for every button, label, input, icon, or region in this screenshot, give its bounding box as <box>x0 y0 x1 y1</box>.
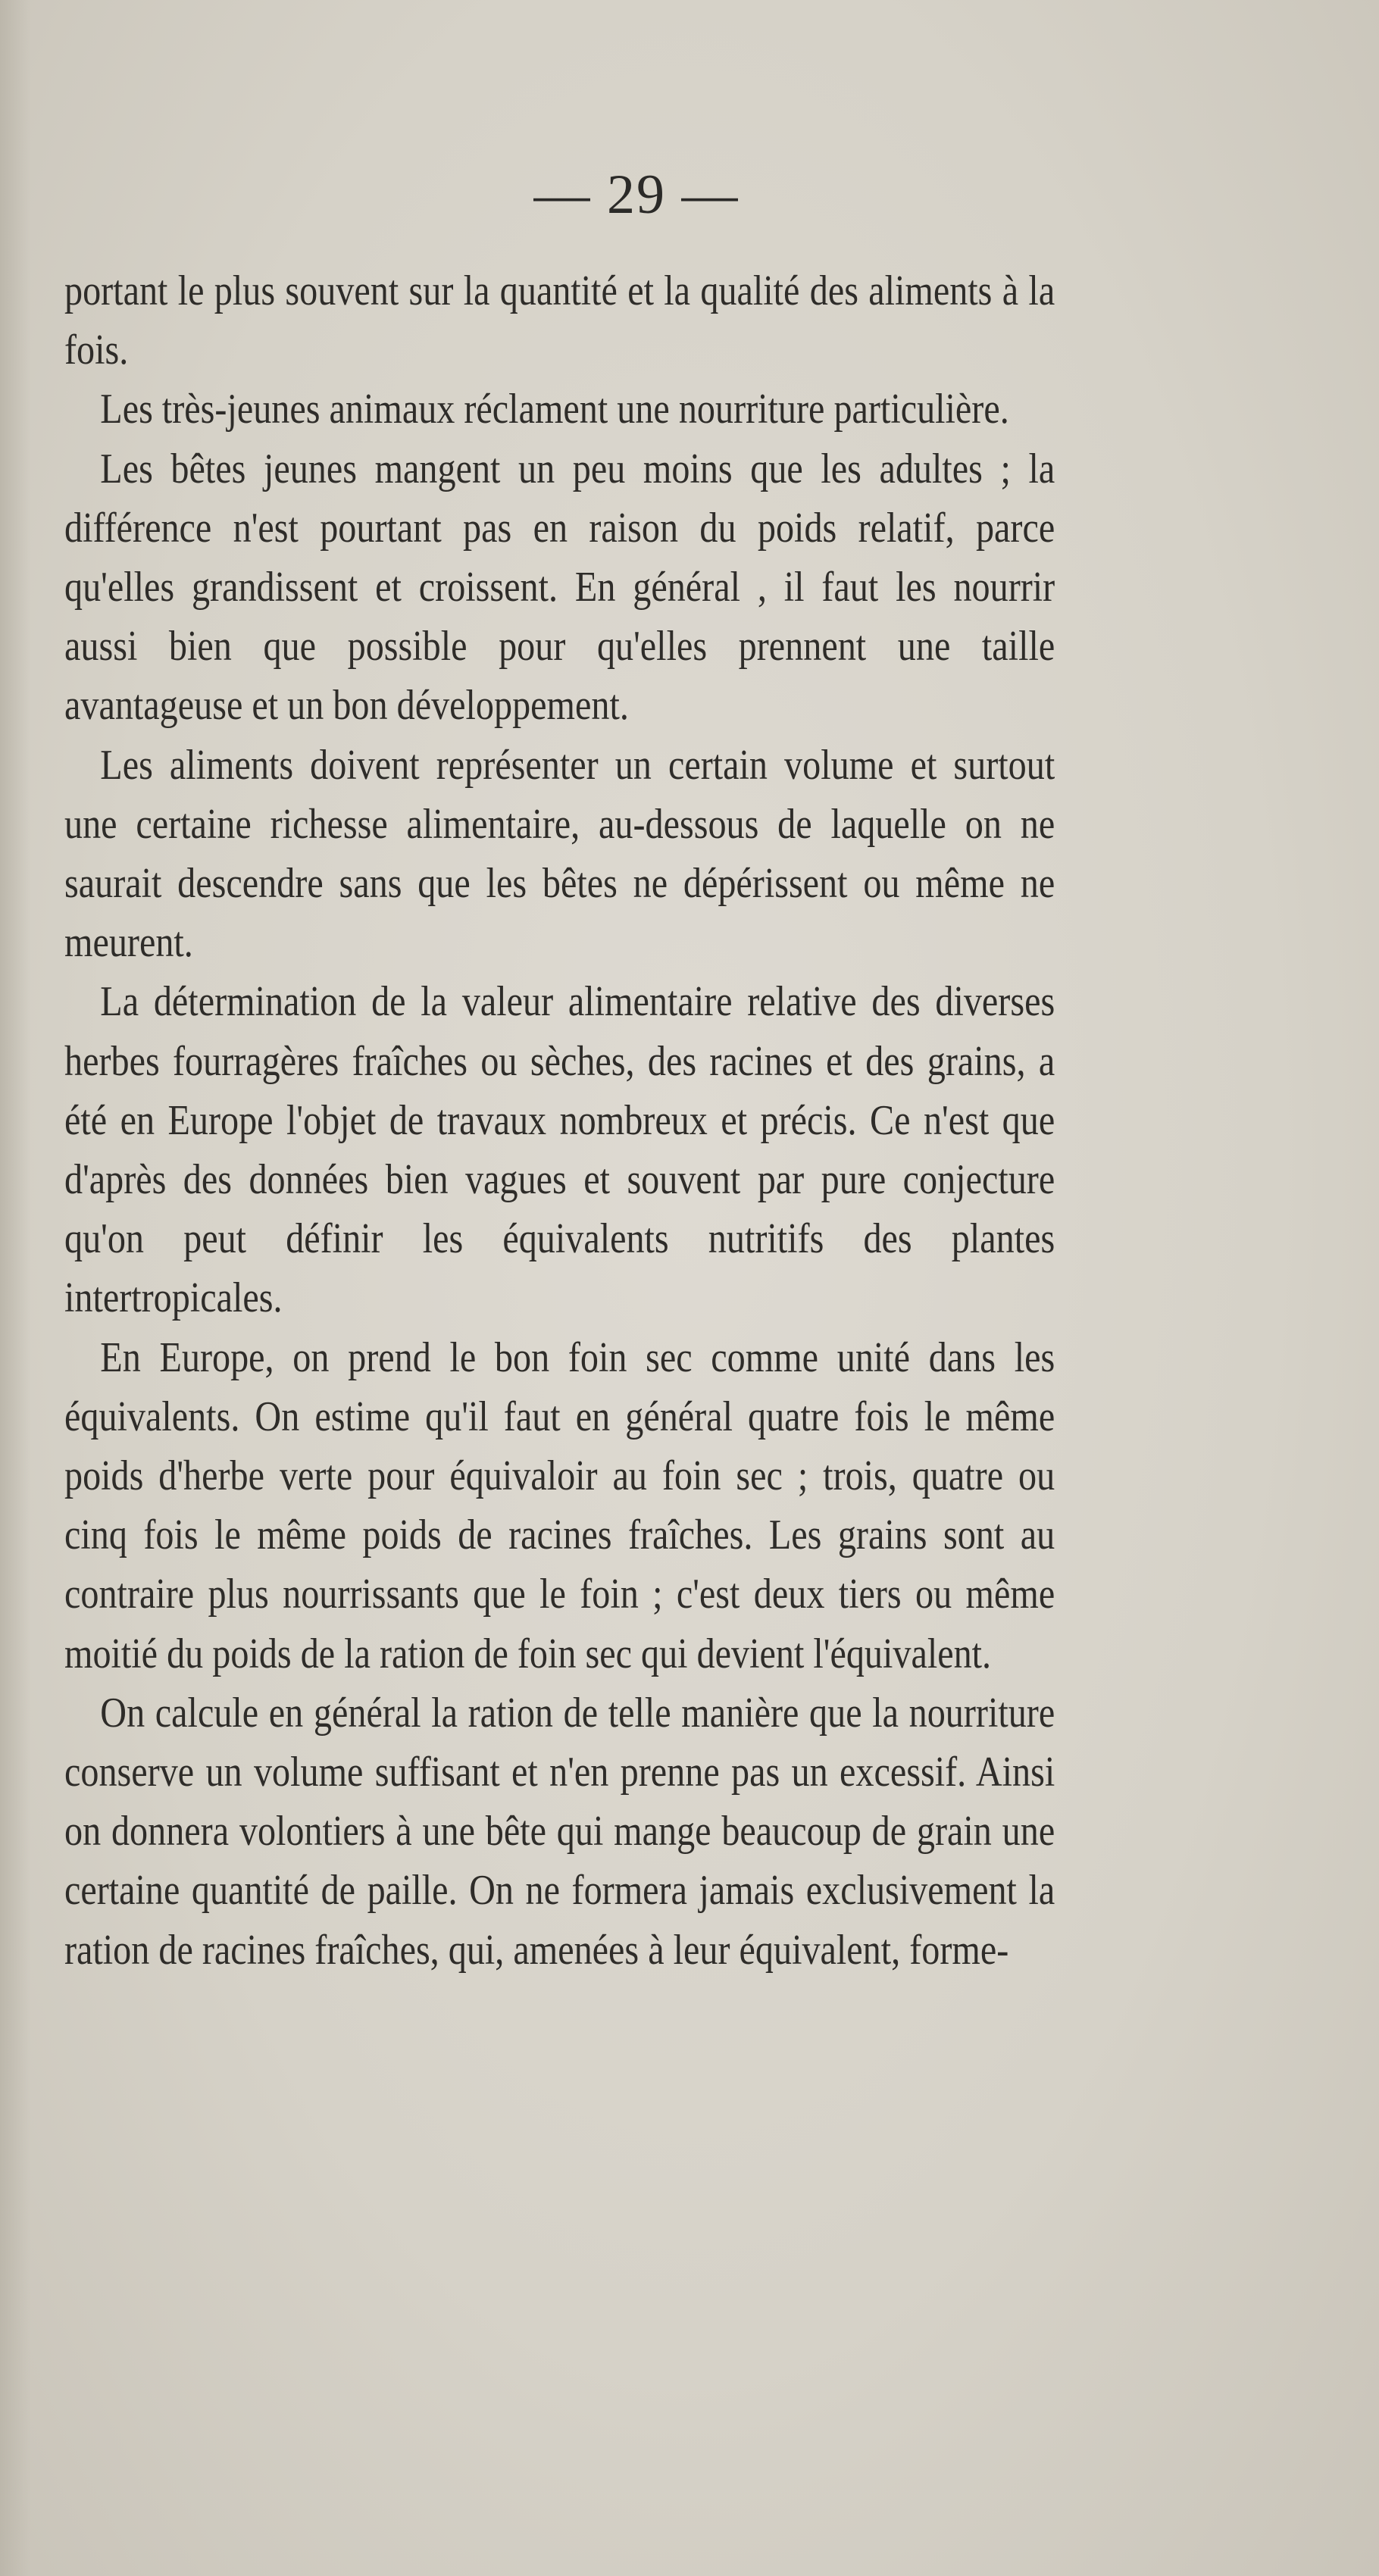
paragraph: Les bêtes jeunes mangent un peu moins que les adultes ; la différence n'est pourtant pas en raison du poids relatif, parce qu'elles grandissent et croissent. En général , il faut les nourrir aussi bien que possible pour qu'elles prennent une taille avantageuse et un bon développement. <box>64 445 1055 730</box>
body-text <box>64 261 1055 1980</box>
page-edge-shadow <box>0 0 30 2576</box>
paragraph: La détermination de la valeur alimentaire relative des diverses herbes fourragères fraîches ou sèches, des racines et des grains, a été en Europe l'objet de travaux nombreux et précis. Ce n'est que d'après des données bien vagues et souvent par pure conjecture qu'on peut définir les équivalents nutritifs des plantes intertropicales. <box>64 978 1055 1322</box>
paragraph: En Europe, on prend le bon foin sec comme unité dans les équivalents. On estime qu'il faut en général quatre fois le même poids d'herbe verte pour équivaloir au foin sec ; trois, quatre ou cinq fois le même poids de racines fraîches. Les grains sont au contraire plus nourrissants que le foin ; c'est deux tiers ou même moitié du poids de la ration de foin sec qui devient l'équivalent. <box>64 1333 1055 1677</box>
paragraph: Les très-jeunes animaux réclament une nourriture particulière. <box>100 386 1009 433</box>
paragraph: Les aliments doivent représenter un certain volume et surtout une certaine richesse alimentaire, au-dessous de laquelle on ne saurait descendre sans que les bêtes ne dépérissent ou même ne meurent. <box>64 741 1055 967</box>
paragraph: On calcule en général la ration de telle manière que la nourriture conserve un volume suffisant et n'en prenne pas un excessif. Ainsi on donnera volontiers à une bête qui mange beaucoup de grain une certaine quantité de paille. On ne formera jamais exclusivement la ration de racines fraîches, qui, amenées à leur équivalent, forme- <box>64 1689 1055 1974</box>
paragraph: portant le plus souvent sur la quantité et la qualité des aliments à la fois. <box>64 267 1055 374</box>
page-number: — 29 — <box>533 164 740 226</box>
